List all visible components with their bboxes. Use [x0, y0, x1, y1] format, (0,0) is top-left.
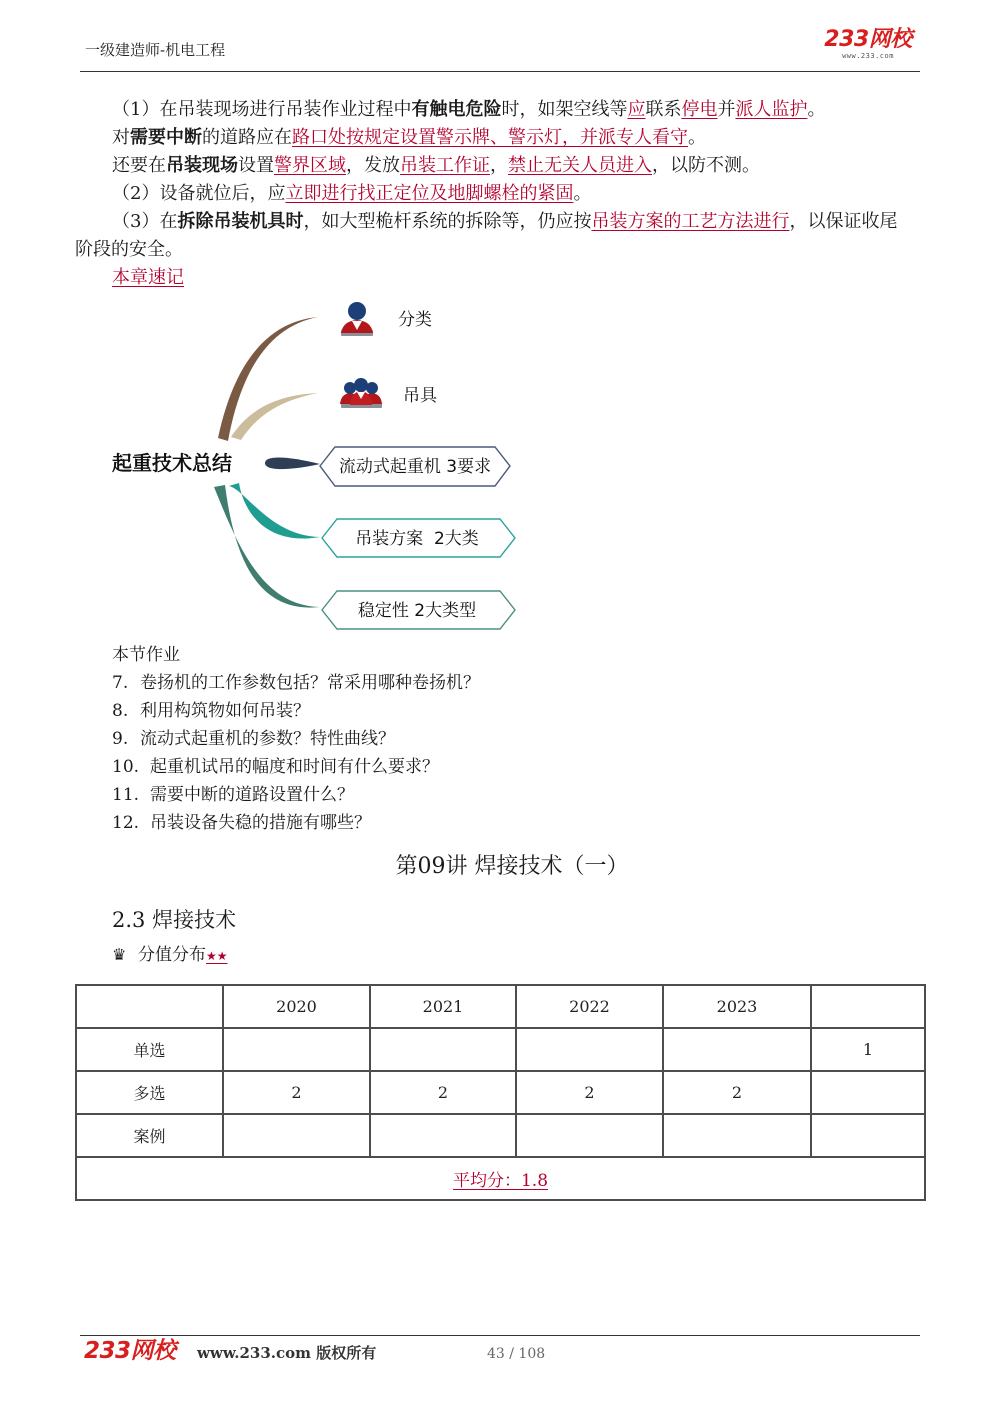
row-label: 多选	[76, 1071, 223, 1114]
section-title: 2.3 焊接技术	[112, 908, 237, 932]
note-text: （2）设备就位后，应	[112, 183, 286, 204]
note-paragraph-4	[75, 180, 925, 208]
note-key-point: 停电	[681, 99, 718, 120]
list-item	[112, 781, 812, 809]
branch-label-1: 分类	[398, 310, 432, 330]
table-row	[76, 1071, 925, 1114]
footer-rule	[80, 1335, 920, 1336]
table-header-cell: 2023	[663, 985, 811, 1028]
homework-title: 本节作业	[112, 645, 180, 665]
footer-copyright: www.233.com 版权所有	[197, 1344, 377, 1362]
branch-curve-2	[231, 393, 318, 440]
branch-label-3: 流动式起重机 3要求	[338, 457, 492, 477]
table-cell	[516, 1028, 663, 1071]
table-header-cell	[811, 985, 925, 1028]
brand-logo	[816, 28, 920, 60]
table-average-row	[76, 1157, 925, 1200]
table-header-cell: 2022	[516, 985, 663, 1028]
note-text: 。	[688, 127, 706, 148]
note-paragraph-3	[75, 152, 925, 180]
note-bold: 吊装现场	[166, 155, 238, 176]
average-score: 平均分：1.8	[76, 1157, 925, 1200]
person-icon	[341, 302, 373, 336]
header-rule	[80, 71, 920, 72]
note-bold: 拆除吊装机具时	[177, 211, 304, 232]
note-key-point: 吊装工作证	[400, 155, 490, 176]
mind-map	[0, 290, 1000, 640]
table-cell: 1	[811, 1028, 925, 1071]
branch-label-4: 吊装方案 2大类	[355, 529, 479, 549]
note-text: 的道路应在	[202, 127, 292, 148]
note-text: 并	[717, 99, 736, 120]
score-distribution-line	[112, 942, 228, 969]
note-text: ，以保证收尾	[789, 211, 898, 232]
table-header-cell: 2020	[223, 985, 370, 1028]
item-number: 9.	[112, 729, 129, 749]
note-text: ，	[490, 155, 508, 176]
item-text: 流动式起重机的参数？特性曲线？	[140, 729, 395, 749]
item-number: 7.	[112, 673, 129, 693]
notes-block	[75, 96, 925, 292]
note-text: ，发放	[346, 155, 400, 176]
note-text: ，如大型桅杆系统的拆除等，仍应按	[303, 211, 592, 232]
document-title: 一级建造师-机电工程	[85, 41, 226, 59]
note-paragraph-5	[75, 208, 925, 236]
table-cell: 2	[370, 1071, 516, 1114]
branch-curve-1	[218, 317, 318, 441]
item-number: 10.	[112, 757, 140, 777]
homework-block	[112, 641, 812, 837]
note-bold: 需要中断	[130, 127, 202, 148]
list-item	[112, 809, 812, 837]
branch-label-2: 吊具	[403, 386, 437, 406]
item-text: 需要中断的道路设置什么？	[150, 785, 354, 805]
note-text: ，以防不测。	[652, 155, 760, 176]
list-item	[112, 697, 812, 725]
branch-curve-5	[214, 485, 320, 608]
table-cell: 2	[223, 1071, 370, 1114]
chapter-notes-link: 本章速记	[112, 267, 184, 288]
score-table	[75, 984, 926, 1201]
table-cell	[370, 1028, 516, 1071]
table-cell	[223, 1114, 370, 1157]
note-text: 阶段的安全。	[75, 239, 183, 260]
chapter-notes-heading	[75, 264, 925, 292]
table-cell	[516, 1114, 663, 1157]
score-label: 分值分布	[138, 945, 206, 965]
note-key-point: 路口处按规定设置警示牌、警示灯，并派专人看守	[292, 127, 688, 148]
table-row	[76, 1114, 925, 1157]
note-key-point: 警界区域	[274, 155, 346, 176]
note-text: （1）在吊装现场进行吊装作业过程中	[112, 99, 412, 120]
note-key-point: 派人监护	[735, 99, 808, 120]
note-text: 对	[112, 127, 130, 148]
mind-map-center: 起重技术总结	[112, 451, 232, 475]
list-item	[112, 753, 812, 781]
note-text: 。	[807, 99, 826, 120]
branch-label-5: 稳定性 2大类型	[357, 601, 477, 621]
item-number: 8.	[112, 701, 129, 721]
list-item	[112, 669, 812, 697]
note-key-point: 禁止无关人员进入	[508, 155, 652, 176]
note-text: 。	[573, 183, 592, 204]
note-key-point: 应	[627, 99, 646, 120]
item-text: 卷扬机的工作参数包括？常采用哪种卷扬机？	[140, 673, 480, 693]
table-row	[76, 1028, 925, 1071]
table-header-cell: 2021	[370, 985, 516, 1028]
table-cell	[663, 1028, 811, 1071]
table-cell: 2	[516, 1071, 663, 1114]
branch-curve-3	[265, 457, 320, 469]
item-number: 12.	[112, 813, 140, 833]
group-icon	[340, 378, 382, 408]
note-paragraph-5-continued	[75, 236, 925, 264]
footer-logo-text: 233网校	[84, 1338, 176, 1364]
note-text: 设置	[238, 155, 274, 176]
table-cell	[223, 1028, 370, 1071]
footer-logo	[84, 1339, 176, 1363]
page-indicator: 43 / 108	[487, 1346, 546, 1362]
note-key-point: 吊装方案的工艺方法进行	[591, 211, 790, 232]
item-text: 起重机试吊的幅度和时间有什么要求？	[150, 757, 439, 777]
note-paragraph-2	[75, 124, 925, 152]
table-cell	[663, 1114, 811, 1157]
item-text: 利用构筑物如何吊装？	[140, 701, 310, 721]
item-number: 11.	[112, 785, 140, 805]
crown-icon: ♛	[112, 945, 127, 964]
logo-url: www.233.com	[842, 52, 894, 60]
table-cell	[811, 1071, 925, 1114]
table-cell	[811, 1114, 925, 1157]
note-paragraph-1	[75, 96, 925, 124]
note-text: 联系	[645, 99, 682, 120]
branch-curve-4	[229, 483, 320, 539]
item-text: 吊装设备失稳的措施有哪些？	[150, 813, 371, 833]
list-item	[112, 725, 812, 753]
table-cell: 2	[663, 1071, 811, 1114]
note-text: （3）在	[112, 211, 178, 232]
note-text: 还要在	[112, 155, 166, 176]
note-bold: 有触电危险	[411, 99, 502, 120]
note-key-point: 立即进行找正定位及地脚螺栓的紧固	[285, 183, 574, 204]
table-cell	[370, 1114, 516, 1157]
star-rating: ★★	[206, 949, 228, 963]
row-label: 单选	[76, 1028, 223, 1071]
row-label: 案例	[76, 1114, 223, 1157]
table-header-cell	[76, 985, 223, 1028]
lecture-heading: 第09讲 焊接技术（一）	[395, 854, 629, 879]
note-text: 时，如架空线等	[501, 99, 628, 120]
logo-text: 233网校	[824, 27, 912, 52]
table-header-row	[76, 985, 925, 1028]
